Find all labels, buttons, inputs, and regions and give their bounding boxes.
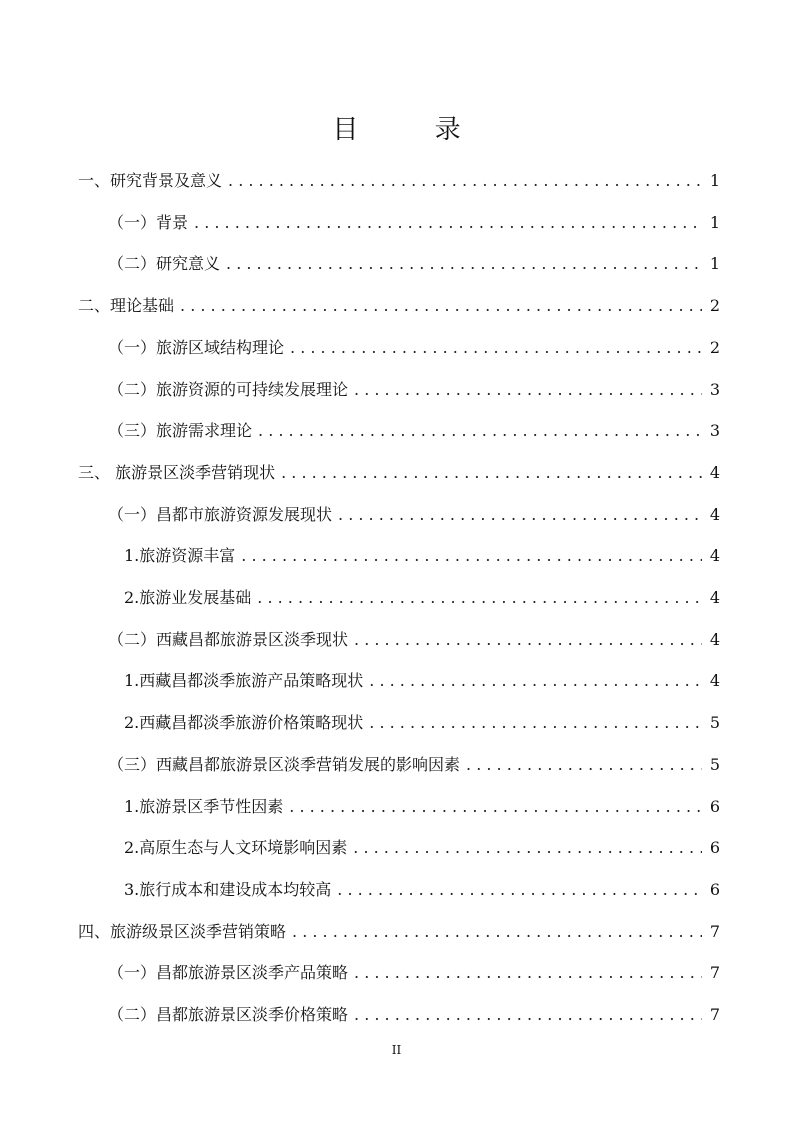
toc-leader-dots [337, 875, 702, 905]
toc-leader-dots [180, 291, 702, 321]
toc-entry[interactable] [108, 416, 720, 446]
page-number: II [391, 1043, 402, 1057]
toc-entry-title: （一）旅游区域结构理论 [108, 337, 285, 357]
toc-entry-page: 6 [709, 879, 720, 899]
toc-entry-page: 4 [709, 629, 720, 649]
toc-entry-page: 1 [709, 171, 720, 190]
toc-leader-dots [466, 750, 702, 780]
toc-entry[interactable] [108, 375, 720, 405]
toc-leader-dots [258, 416, 702, 446]
toc-leader-dots [226, 249, 702, 279]
toc-entry-page: 4 [709, 588, 720, 607]
toc-entry[interactable] [124, 792, 720, 822]
toc-entry[interactable] [108, 625, 720, 655]
toc-leader-dots [338, 500, 702, 530]
toc-leader-dots [354, 375, 702, 405]
toc-leader-dots [292, 917, 702, 947]
toc-entry-page: 1 [709, 254, 720, 274]
toc-entry[interactable] [78, 166, 720, 196]
toc-entry-title: （一）昌都市旅游资源发展现状 [108, 504, 333, 524]
toc-leader-dots [354, 958, 702, 988]
toc-entry-title: 一、研究背景及意义 [78, 171, 223, 190]
toc-leader-dots [369, 708, 702, 738]
page-title: 目 录 [332, 115, 495, 145]
toc-entry[interactable] [108, 249, 720, 279]
toc-entry-title: （一）昌都旅游景区淡季产品策略 [108, 963, 349, 983]
toc-entry-page: 4 [709, 504, 720, 524]
toc-leader-dots [369, 666, 702, 696]
toc-entry-page: 1 [709, 212, 720, 232]
toc-entry[interactable] [108, 500, 720, 530]
toc-entry-title: 2.旅游业发展基础 [124, 588, 252, 607]
toc-leader-dots [241, 541, 702, 571]
toc-entry-title: 三、 旅游景区淡季营销现状 [78, 462, 276, 482]
toc-entry-page: 4 [709, 546, 720, 566]
toc-entry-title: （二）研究意义 [108, 254, 221, 274]
toc-entry-page: 6 [709, 796, 720, 816]
toc-leader-dots [289, 792, 702, 822]
toc-entry-title: 1.旅游资源丰富 [124, 546, 236, 566]
toc-entry-page: 2 [709, 337, 720, 357]
toc-entry[interactable] [124, 708, 720, 738]
toc-entry-title: （二）昌都旅游景区淡季价格策略 [108, 1005, 349, 1024]
toc-entry-title: 1.西藏昌都淡季旅游产品策略现状 [124, 671, 364, 691]
toc-leader-dots [257, 583, 702, 613]
toc-entry-title: 二、理论基础 [78, 296, 175, 316]
toc-entry[interactable] [108, 958, 720, 988]
toc-entry-page: 3 [709, 421, 720, 441]
toc-entry[interactable] [108, 1000, 720, 1030]
toc-entry-page: 4 [709, 671, 720, 691]
toc-entry-page: 3 [709, 379, 720, 399]
toc-entry-title: 1.旅游景区季节性因素 [124, 796, 284, 816]
toc-entry[interactable] [108, 208, 720, 238]
toc-leader-dots [281, 458, 702, 488]
toc-entry-page: 7 [709, 921, 720, 941]
toc-entry-title: 2.高原生态与人文环境影响因素 [124, 838, 348, 858]
toc-entry-page: 5 [709, 713, 720, 733]
toc-entry-title: （三）西藏昌都旅游景区淡季营销发展的影响因素 [108, 754, 461, 774]
toc-entry-page: 7 [709, 963, 720, 983]
toc-entry-title: 3.旅行成本和建设成本均较高 [124, 879, 332, 899]
toc-entry-title: （二）旅游资源的可持续发展理论 [108, 379, 349, 399]
toc-leader-dots [353, 833, 702, 863]
toc-leader-dots [194, 208, 702, 238]
toc-leader-dots [228, 166, 702, 196]
toc-entry-page: 7 [709, 1005, 720, 1024]
toc-entry[interactable] [124, 583, 720, 613]
toc-entry-page: 6 [709, 838, 720, 858]
toc-entry[interactable] [78, 917, 720, 947]
toc-entry[interactable] [124, 833, 720, 863]
toc-leader-dots [290, 333, 702, 363]
toc-entry[interactable] [124, 875, 720, 905]
toc-leader-dots [354, 625, 702, 655]
toc-entry-title: 四、旅游级景区淡季营销策略 [78, 921, 287, 941]
toc-entry[interactable] [108, 750, 720, 780]
toc-entry-title: 2.西藏昌都淡季旅游价格策略现状 [124, 713, 364, 733]
toc-entry-title: （二）西藏昌都旅游景区淡季现状 [108, 629, 349, 649]
toc-entry[interactable] [124, 541, 720, 571]
toc-entry-title: （三）旅游需求理论 [108, 421, 253, 441]
toc-entry[interactable] [78, 458, 720, 488]
toc-entry-page: 5 [709, 754, 720, 774]
toc-entry[interactable] [78, 291, 720, 321]
toc-entry-title: （一）背景 [108, 212, 189, 232]
toc-entry-page: 4 [709, 462, 720, 482]
toc-entry-page: 2 [709, 296, 720, 316]
toc-leader-dots [354, 1000, 702, 1030]
toc-entry[interactable] [124, 666, 720, 696]
toc-entry[interactable] [108, 333, 720, 363]
